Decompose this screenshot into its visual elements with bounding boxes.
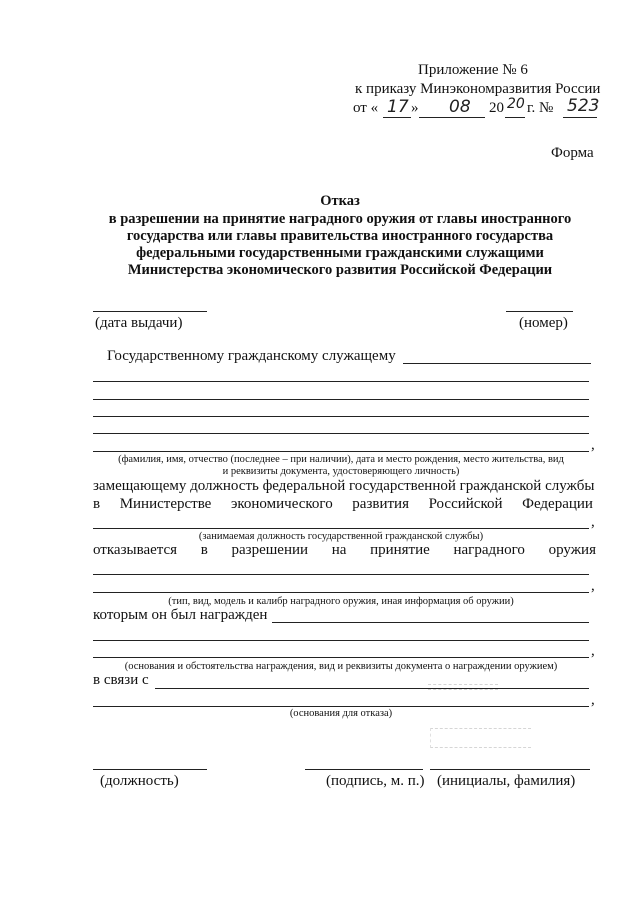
weapon-comma: , [591,578,595,594]
addressee-comma: , [591,437,595,453]
reason-note: (основания для отказа) [289,708,393,719]
position-field[interactable] [93,528,589,529]
order-reference: к приказу Минэкономразвития России [355,81,601,97]
refuse-word-3: разрешении [231,542,309,558]
date-prefix: от « [353,100,379,116]
signature-position-label: (должность) [100,773,179,789]
awarded-label: которым он был награжден [93,607,268,623]
addressee-field-5[interactable] [93,433,589,434]
refuse-word-2: в [200,542,208,558]
date-mid: » [411,100,419,116]
weapon-field-2[interactable] [93,592,589,593]
date-suffix: г. № [527,100,554,116]
order-day: 17 [387,97,409,117]
reason-comma: , [591,692,595,708]
order-number: 523 [567,96,600,116]
stamp-trace-1 [428,684,498,690]
position-line: замещающему должность федеральной государственной гражданской службы [93,478,595,494]
signature-initials-field[interactable] [430,769,590,770]
issue-date-field[interactable] [93,311,207,312]
addressee-label: Государственному гражданскому служащему [107,348,396,364]
ministry-line [93,496,593,513]
refuse-word-5: принятие [370,542,430,558]
refuse-word-4: на [331,542,347,558]
order-date-line [353,98,603,120]
year-prefix: 20 [489,100,504,116]
title-line-4: федеральными государственными гражданскими служащими [136,245,544,261]
order-year: 20 [507,96,525,112]
ministry-word-1: в [93,496,101,512]
ministry-word-6: Федерации [522,496,593,512]
ministry-word-5: Российской [428,496,503,512]
reason-field-2[interactable] [93,706,589,707]
refuse-word-7: оружия [548,542,596,558]
document-title: Отказ [320,193,360,209]
fio-note-2: и реквизиты документа, удостоверяющего личность) [222,466,460,477]
appendix-label: Приложение № 6 [418,62,528,78]
addressee-field-4[interactable] [93,416,589,417]
document-number-field[interactable] [506,311,573,312]
award-field-3[interactable] [93,657,589,658]
title-line-2: в разрешении на принятие наградного оружия от главы иностранного [108,211,572,227]
weapon-field-1[interactable] [93,574,589,575]
addressee-field-2[interactable] [93,381,589,382]
refuse-word-1: отказывается [93,542,178,558]
title-line-5: Министерства экономического развития Российской Федерации [127,262,553,278]
document-number-label: (номер) [519,315,568,331]
fio-note-1: (фамилия, имя, отчество (последнее – при наличии), дата и место рождения, место жительства, вид [118,454,564,465]
position-comma: , [591,514,595,530]
addressee-field-1[interactable] [403,363,591,364]
signature-initials-label: (инициалы, фамилия) [437,773,576,789]
addressee-field-6[interactable] [93,451,589,452]
signature-sign-label: (подпись, м. п.) [326,773,425,789]
day-underline [383,117,411,118]
award-field-1[interactable] [272,622,589,623]
month-underline [419,117,485,118]
ministry-word-4: развития [352,496,409,512]
ministry-word-3: экономического [230,496,333,512]
order-month: 08 [449,97,471,117]
form-label: Форма [551,145,594,161]
stamp-trace-2 [430,728,531,748]
reason-field-1[interactable] [155,688,589,689]
addressee-field-3[interactable] [93,399,589,400]
award-comma: , [591,643,595,659]
issue-date-label: (дата выдачи) [95,315,183,331]
award-note: (основания и обстоятельства награждения, вид и реквизиты документа о награждении оружием) [124,661,558,672]
ministry-word-2: Министерстве [119,496,212,512]
signature-sign-field[interactable] [305,769,423,770]
year-underline [505,117,525,118]
award-field-2[interactable] [93,640,589,641]
signature-position-field[interactable] [93,769,207,770]
position-note: (занимаемая должность государственной гражданской службы) [198,531,484,542]
refusal-line [93,542,596,559]
weapon-note: (тип, вид, модель и калибр наградного оружия, иная информация об оружии) [168,596,514,607]
refuse-word-6: наградного [453,542,525,558]
title-line-3: государства или главы правительства иностранного государства [126,228,554,244]
due-to-label: в связи с [93,672,149,688]
number-underline [563,117,597,118]
